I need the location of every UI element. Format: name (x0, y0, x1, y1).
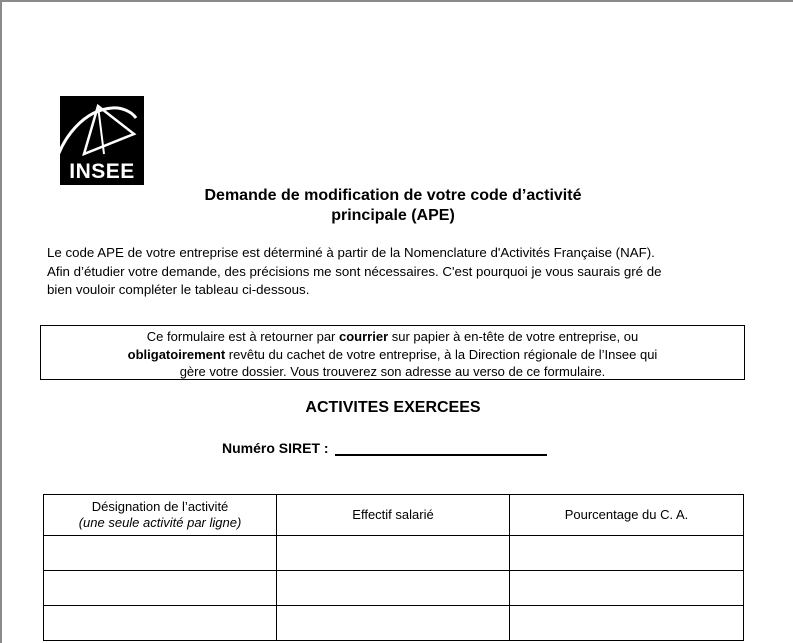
employees-cell[interactable] (277, 536, 510, 571)
notice-line-2 (41, 346, 744, 364)
employees-cell[interactable] (277, 571, 510, 606)
employees-cell[interactable] (277, 606, 510, 641)
siret-field (222, 440, 547, 456)
header-activity-hint: (une seule activité par ligne) (78, 515, 242, 530)
notice-text: revêtu du cachet de votre entreprise, à la Direction régionale de l’Insee qui (225, 346, 658, 362)
notice-line-3: gère votre dossier. Vous trouverez son adresse au verso de ce formulaire. (179, 364, 606, 379)
table-row (44, 606, 744, 641)
title-line-2: principale (APE) (331, 207, 455, 224)
intro-line-2: Afin d’étudier votre demande, des précisions me sont nécessaires. C'est pourquoi je vous saurais gré de (47, 263, 662, 279)
table-header-row (44, 495, 744, 536)
activity-cell[interactable] (44, 606, 277, 641)
title-line-1: Demande de modification de votre code d’activité (204, 187, 582, 204)
table-row (44, 536, 744, 571)
percentage-cell[interactable] (510, 536, 744, 571)
page-top-edge (0, 0, 793, 2)
header-activity-label: Désignation de l’activité (91, 499, 229, 514)
page-title (150, 186, 636, 226)
intro-line-3: bien vouloir compléter le tableau ci-dessous. (47, 282, 310, 297)
activity-cell[interactable] (44, 536, 277, 571)
section-title: ACTIVITES EXERCEES (305, 399, 481, 416)
siret-input-line[interactable] (335, 440, 547, 456)
notice-line-1 (41, 328, 744, 346)
header-activity-designation (44, 495, 277, 536)
insee-logo-text: INSEE (69, 160, 135, 183)
notice-emphasis-courrier: courrier (339, 329, 389, 344)
notice-emphasis-obligatoirement: obligatoirement (127, 346, 226, 362)
percentage-cell[interactable] (510, 606, 744, 641)
table-row (44, 571, 744, 606)
intro-paragraph (47, 244, 747, 300)
activity-cell[interactable] (44, 571, 277, 606)
notice-text: Ce formulaire est à retourner par (146, 329, 339, 344)
notice-text: sur papier à en-tête de votre entreprise, ou (388, 329, 639, 344)
header-employees: Effectif salarié (277, 495, 510, 536)
activities-table (43, 494, 744, 641)
page-left-edge (0, 0, 2, 643)
return-notice-box (40, 325, 745, 380)
insee-logo (60, 96, 144, 185)
siret-label: Numéro SIRET : (222, 440, 329, 456)
percentage-cell[interactable] (510, 571, 744, 606)
intro-line-1: Le code APE de votre entreprise est déterminé à partir de la Nomenclature d'Activités Française (NAF). (47, 245, 655, 260)
header-revenue-percentage: Pourcentage du C. A. (510, 495, 744, 536)
